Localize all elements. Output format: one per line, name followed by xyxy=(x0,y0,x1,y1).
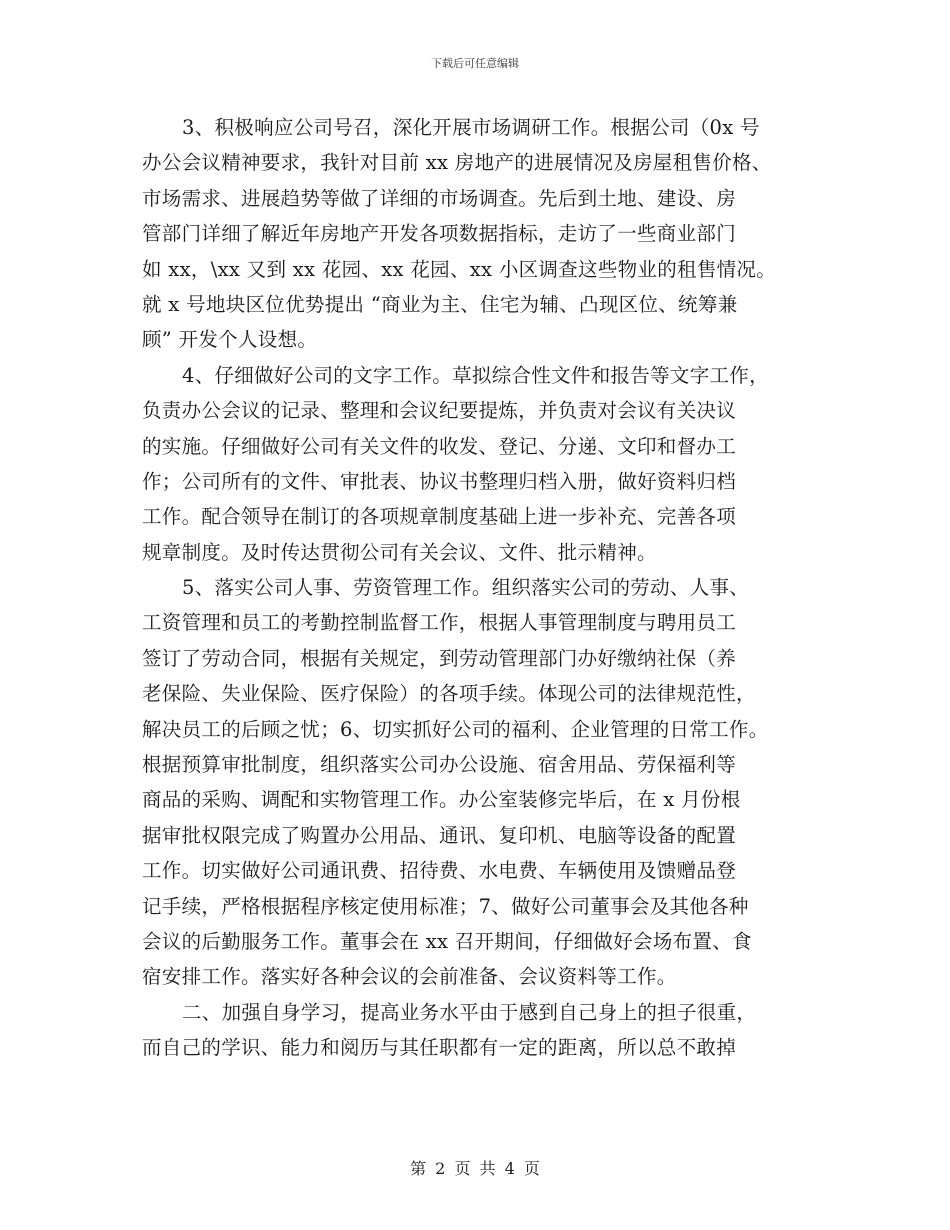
paragraph-4-line: 作；公司所有的文件、审批表、协议书整理归档入册，做好资料归档 xyxy=(142,469,737,493)
paragraph-3-line: 办公会议精神要求，我针对目前 xx 房地产的进展情况及房屋租售价格、 xyxy=(142,151,772,175)
paragraph-4-line: 规章制度。及时传达贯彻公司有关会议、文件、批示精神。 xyxy=(142,540,657,564)
paragraph-3-line: 3、积极响应公司号召，深化开展市场调研工作。根据公司（0x 号 xyxy=(182,116,760,139)
paragraph-3-line: 就 x 号地块区位优势提出 “商业为主、住宅为辅、凸现区位、统筹兼 xyxy=(142,292,738,316)
paragraph-4-line: 工作。配合领导在制订的各项规章制度基础上进一步补充、完善各项 xyxy=(142,505,737,529)
paragraph-5-line: 会议的后勤服务工作。董事会在 xx 召开期间，仔细做好会场布置、食 xyxy=(142,929,752,953)
paragraph-5-line: 记手续，严格根据程序核定使用标准；7、做好公司董事会及其他各种 xyxy=(142,894,749,918)
paragraph-4-line: 负责办公会议的记录、整理和会议纪要提炼，并负责对会议有关决议 xyxy=(142,399,737,423)
paragraph-3-line: 管部门详细了解近年房地产开发各项数据指标，走访了一些商业部门 xyxy=(142,222,737,246)
paragraph-3-line: 市场需求、进展趋势等做了详细的市场调查。先后到土地、建设、房 xyxy=(142,186,737,210)
paragraph-5-line: 工作。切实做好公司通讯费、招待费、水电费、车辆使用及馈赠品登 xyxy=(142,859,737,883)
paragraph-5-line: 5、落实公司人事、劳资管理工作。组织落实公司的劳动、人事、 xyxy=(182,576,750,600)
paragraph-5-line: 解决员工的后顾之忧；6、切实抓好公司的福利、企业管理的日常工作。 xyxy=(142,717,769,741)
paragraph-3-line: 顾” 开发个人设想。 xyxy=(142,328,318,352)
paragraph-4-line: 4、仔细做好公司的文字工作。草拟综合性文件和报告等文字工作， xyxy=(182,363,769,387)
section-2-line: 二、加强自身学习，提高业务水平由于感到自己身上的担子很重， xyxy=(182,1000,757,1024)
paragraph-5-line: 商品的采购、调配和实物管理工作。办公室装修完毕后，在 x 月份根 xyxy=(142,788,741,812)
section-2-line: 而自己的学识、能力和阅历与其任职都有一定的距离，所以总不敢掉 xyxy=(142,1036,737,1060)
paragraph-3-line: 如 xx，\xx 又到 xx 花园、xx 花园、xx 小区调查这些物业的租售情况。 xyxy=(142,257,777,281)
paragraph-4-line: 的实施。仔细做好公司有关文件的收发、登记、分递、文印和督办工 xyxy=(142,434,737,458)
page-header: 下载后可任意编辑 xyxy=(431,57,519,70)
paragraph-5-line: 老保险、失业保险、医疗保险）的各项手续。体现公司的法律规范性， xyxy=(142,682,756,706)
paragraph-5-line: 据审批权限完成了购置办公用品、通讯、复印机、电脑等设备的配置 xyxy=(142,823,737,847)
paragraph-5-line: 宿安排工作。落实好各种会议的会前准备、会议资料等工作。 xyxy=(142,965,677,989)
paragraph-5-line: 工资管理和员工的考勤控制监督工作，根据人事管理制度与聘用员工 xyxy=(142,611,737,635)
paragraph-5-line: 根据预算审批制度，组织落实公司办公设施、宿舍用品、劳保福利等 xyxy=(142,753,737,777)
page-number-footer: 第 2 页 共 4 页 xyxy=(410,1159,540,1178)
paragraph-5-line: 签订了劳动合同，根据有关规定，到劳动管理部门办好缴纳社保（养 xyxy=(142,646,737,670)
document-body xyxy=(142,110,818,1066)
